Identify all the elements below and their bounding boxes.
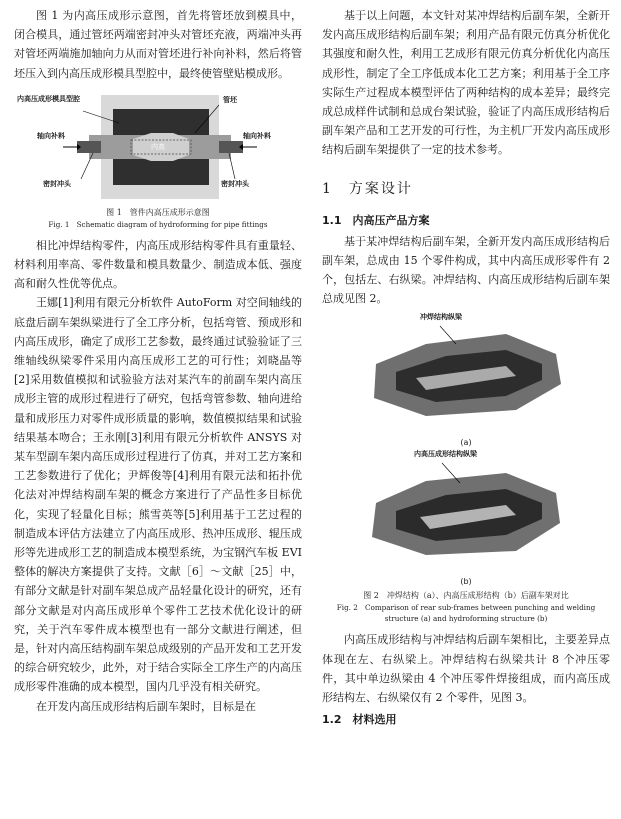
subframe-hydroformed-drawing bbox=[356, 451, 576, 571]
subsection-1-2-title: 1.2 材料选用 bbox=[322, 713, 397, 727]
figure-2b bbox=[356, 451, 576, 571]
section-title: 1 方案设计 bbox=[322, 180, 413, 197]
leader-punch-left bbox=[81, 153, 93, 179]
label-punch-left: 密封冲头 bbox=[43, 179, 71, 188]
label-feed-right: 轴向补料 bbox=[243, 131, 271, 140]
right-column bbox=[322, 6, 610, 731]
figure-2a-part-label: 冲焊结构纵梁 bbox=[420, 313, 462, 322]
figure-1-caption-cn: 图 1 管件内高压成形示意图 bbox=[106, 207, 210, 217]
label-inner: 内高 bbox=[151, 142, 165, 151]
paragraph-goal: 在开发内高压成形结构后副车架时，目标是在 bbox=[36, 699, 256, 713]
label-cavity: 内高压成形模具型腔 bbox=[17, 94, 80, 103]
left-column bbox=[14, 6, 302, 716]
paragraph-product-plan: 基于某冲焊结构后副车架，全新开发内高压成形结构后副车架，总成由 15 个零件构成，其中内高压成形零件有 2 个，包括左、右纵梁。冲焊结构、内高压成形结构后副车架总成见图 2。 bbox=[322, 234, 610, 306]
label-tube: 管坯 bbox=[223, 95, 237, 104]
paragraph-advantages: 相比冲焊结构零件，内高压成形结构零件具有重量轻、材料利用率高、零件数量和模具数量少、制造成本低、强度高和耐久性优等优点。 bbox=[14, 238, 302, 291]
paragraph-approach: 基于以上问题，本文针对某冲焊结构后副车架，全新开发内高压成形结构后副车架；利用产品有限元仿真分析优化其强度和耐久性，利用工艺成形有限元仿真分析优化内高压成形性，制定了全工序低成本化工艺方案；利用基于全工序实际生产过程成本模型评估了两种结构的成本差异；最终完成总成样件试制和总成台架试验，验证了内高压成形结构后副车架产品和工艺开发的可行性，为主机厂开发内高压成形结构后副车架提供了一定的技术参考。 bbox=[322, 9, 610, 157]
figure-2a-sublabel: (a) bbox=[460, 438, 472, 448]
subframe-welded-drawing bbox=[356, 314, 576, 432]
figure-1 bbox=[17, 93, 283, 201]
figure-1-caption-en: Fig. 1 Schematic diagram of hydroforming for pipe fittings bbox=[48, 219, 268, 229]
figure-2b-sublabel: (b) bbox=[460, 577, 472, 587]
intro-paragraph: 图 1 为内高压成形示意图，首先将管坯放到模具中，闭合模具，通过管坯两端密封冲头对管坯充液，两端冲头再对管坯两端施加轴向力从而对管坯进行补向补料，然后将管坯压入到内高压成形模具型腔中，最终使管壁贴模成形。 bbox=[14, 9, 302, 80]
paragraph-literature: 王娜[1]利用有限元分析软件 AutoForm 对空间轴线的底盘后副车架纵梁进行了全工序分析，包括弯管、预成形和内高压成形，确定了成形工艺参数，最终通过试验验证了三维轴线纵梁零件采用内高压成形工艺的可行性；刘晓晶等[2]采用数值模拟和试验验方法对某汽车的前副车架内高压成形主管的成形过程进行了研究，包括弯管参数、轴向进给量和成形压力对零件成形质量的影响，数值模拟结果和试验结果基本吻合；王永刚[3]利用有限元分析软件 ANSYS 对某车型副车架内高压成形过程进行了仿真，并对工艺方案和工艺参数进行了优化；尹辉俊等[4]利用有限元法和拓扑优化法对冲焊结构副车架的概念方案进行了产品性多目标优化，实现了轻量化目标；熊雪英等[5]利用基于工艺过程的制造成本评估方法建立了内高压成形、热冲压成形、辊压成形等先进成形工艺的制造成本模型系统，为宝钢汽车板 EVI 整体的解决方案提供了支持。文献［6］～文献［25］中，有部分文献是针对副车架总成产品轻量化设计的研究，还有部分文献是对内高压成形单个零件工艺技术优化设计的研究，关于汽车零件成本模型也有一部分文献进行阐述，但是，针对内高压结构副车架总成级别的产品开发和工艺开发的综合研究较少，此外，对于结合实际全工序生产的内高压成形零件准确的成本模型，国内几乎没有相关研究。 bbox=[14, 296, 302, 694]
label-punch-right: 密封冲头 bbox=[221, 179, 249, 188]
figure-2a bbox=[356, 314, 576, 432]
paragraph-differences: 内高压成形结构与冲焊结构后副车架相比，主要差异点体现在左、右纵梁上。冲焊结构右纵梁共计 8 个冲压零件，其中单边纵梁由 4 个冲压零件焊接组成，而内高压成形结构左、右纵梁仅有 2 个零件，见图 3。 bbox=[322, 633, 610, 705]
subsection-1-1-title: 1.1 内高压产品方案 bbox=[322, 213, 430, 227]
figure-2b-part-label: 内高压成形结构纵梁 bbox=[414, 450, 477, 459]
label-feed-left: 轴向补料 bbox=[37, 131, 65, 140]
figure-2-caption-cn: 图 2 冲焊结构（a）、内高压成形结构（b）后副车架对比 bbox=[363, 591, 569, 601]
leader-punch-right bbox=[229, 153, 235, 179]
figure-2-caption-en: Fig. 2 Comparison of rear sub-frames between punching and welding structure (a) and hydroforming structure (b) bbox=[336, 603, 596, 624]
